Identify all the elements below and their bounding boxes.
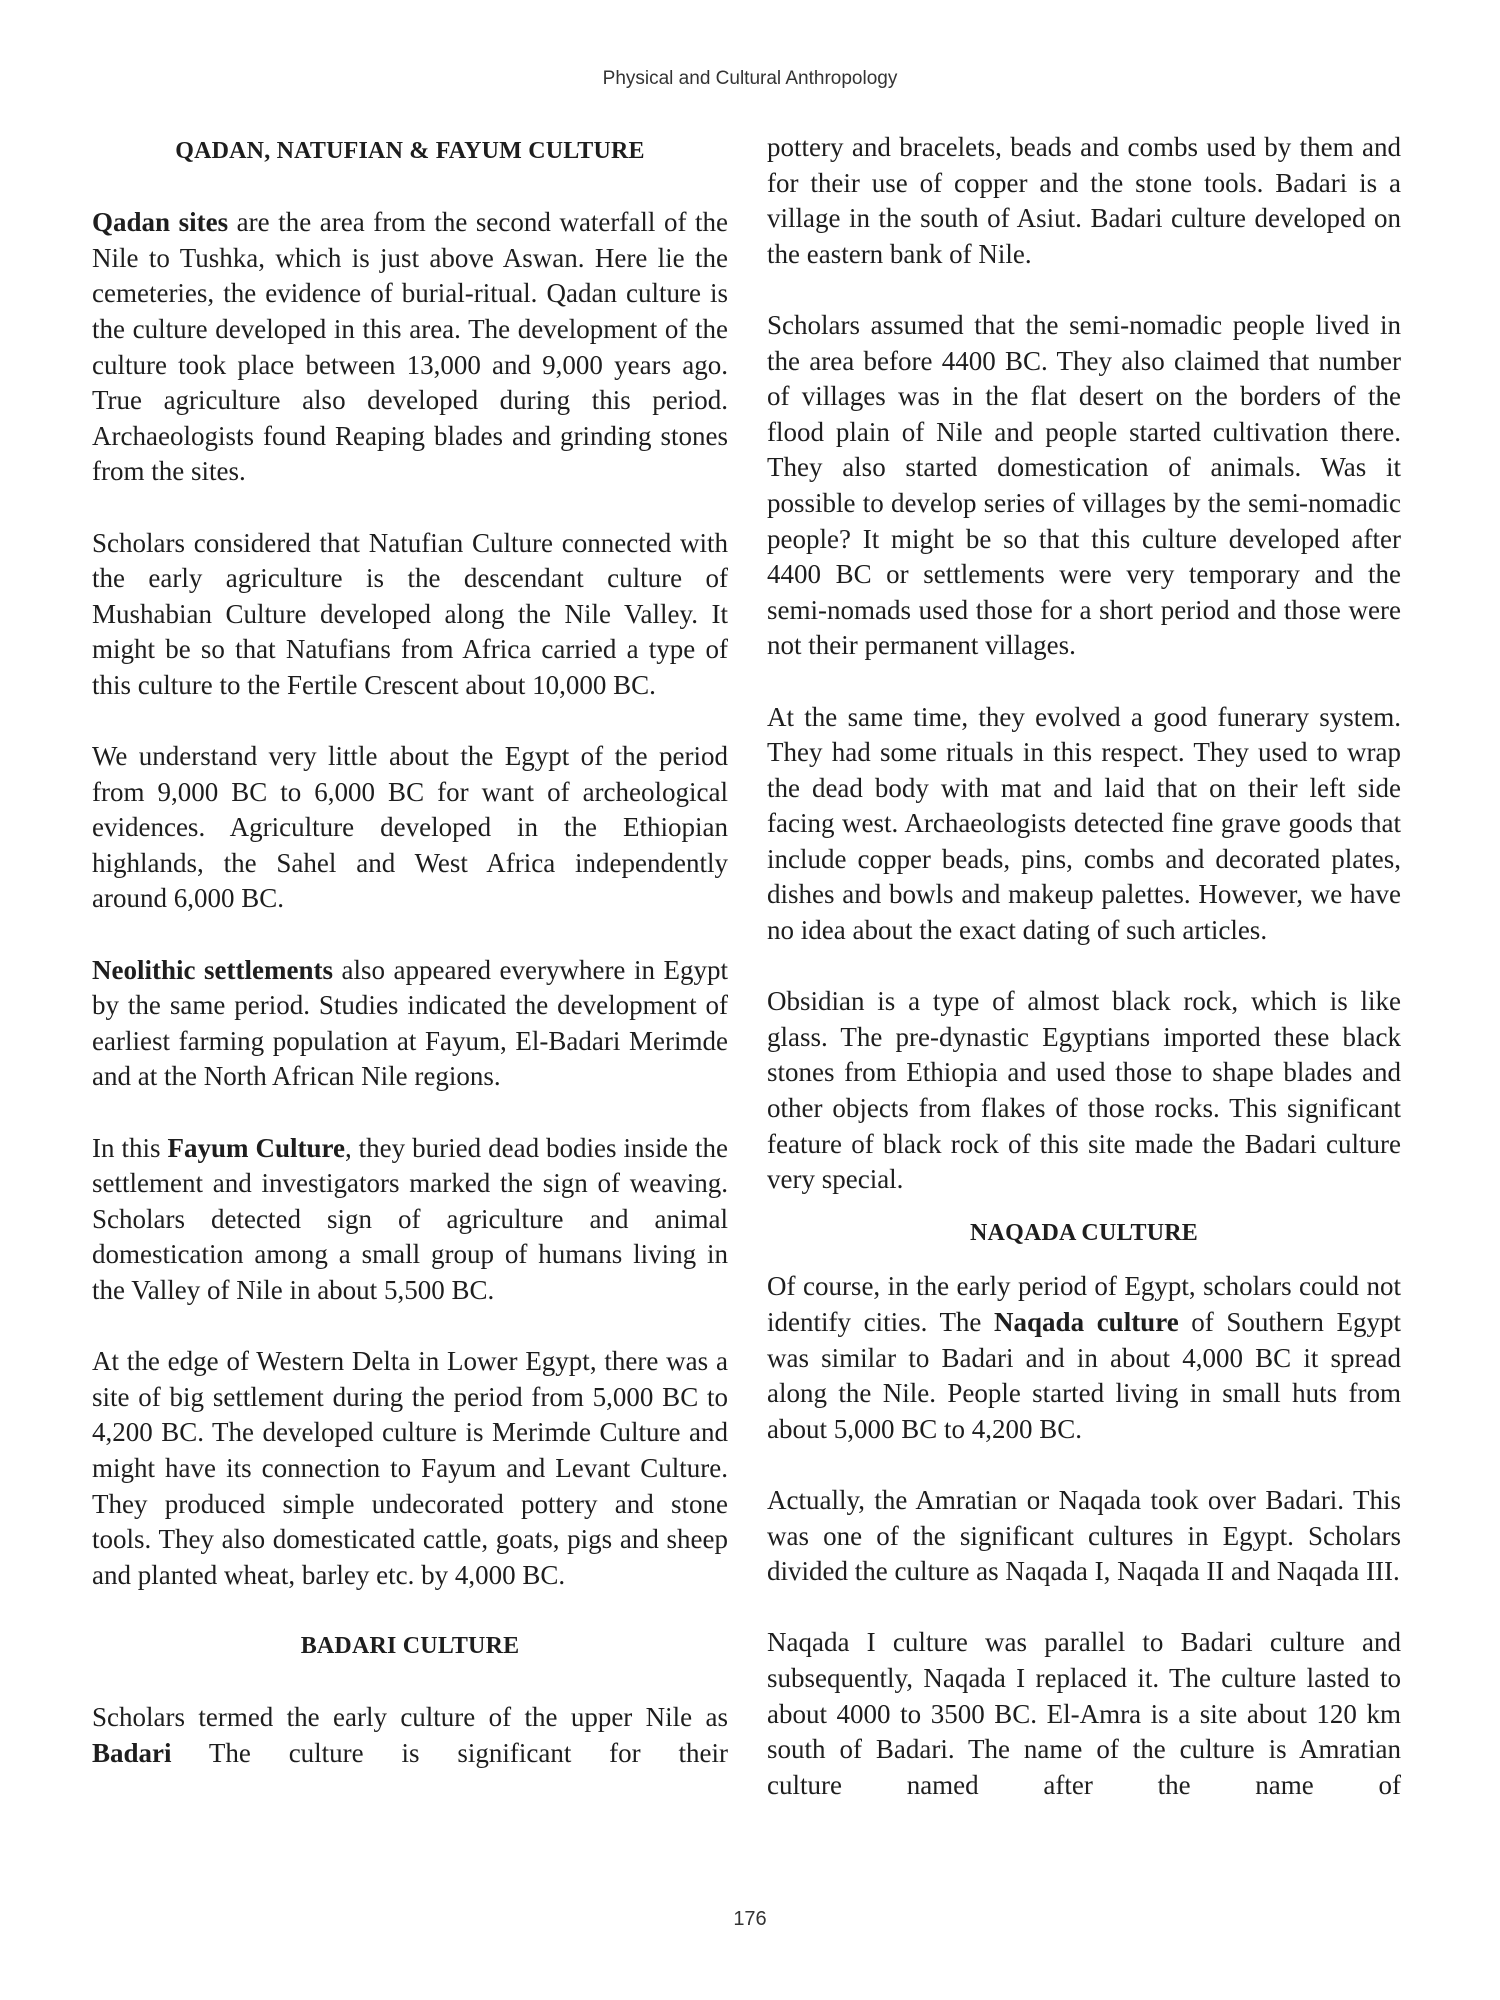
bold-term: Qadan sites — [92, 207, 229, 238]
paragraph-natufian: Scholars considered that Natufian Culture connected with the early agriculture is the descendant culture of Mushabian Culture developed along the Nile Valley. It might be so that Natufians from Africa carried a type of this culture to the Fertile Crescent about 10,000 BC. — [92, 527, 728, 700]
paragraph-fayum: In this Fayum Culture, they buried dead bodies inside the settlement and investigators marked the sign of weaving. Scholars detected sign of agriculture and animal domestication among a small group of humans living in the Valley of Nile in about 5,500 BC. — [92, 1132, 728, 1305]
paragraph-badari-intro: Scholars termed the early culture of the upper Nile as Badari The culture is significant for their — [92, 1702, 728, 1768]
bold-term: Neolithic settlements — [92, 954, 333, 985]
section-heading-qadan-natufian-fayum: QADAN, NATUFIAN & FAYUM CULTURE — [175, 138, 645, 164]
paragraph-egypt-period: We understand very little about the Egypt of the period from 9,000 BC to 6,000 BC for want of archeological evidences. Agriculture developed in the Ethiopian highlands, the Sahel and West Africa independently around 6,000 BC. — [92, 741, 728, 914]
section-heading-naqada: NAQADA CULTURE — [970, 1219, 1198, 1246]
paragraph-amratian: Actually, the Amratian or Naqada took over Badari. This was one of the significant cultures in Egypt. Scholars divided the culture as Naqada I, Naqada II and Naqada III. — [767, 1484, 1401, 1587]
section-heading-badari: BADARI CULTURE — [300, 1632, 520, 1659]
paragraph-badari-continued: pottery and bracelets, beads and combs used by them and for their use of copper and the stone tools. Badari is a village in the south of Asiut. Badari culture developed on the eastern bank of Nile. — [767, 132, 1401, 269]
running-header: Physical and Cultural Anthropology — [602, 68, 898, 89]
paragraph-obsidian: Obsidian is a type of almost black rock, which is like glass. The pre-dynastic Egyptians imported these black stones from Ethiopia and used those to shape blades and other objects from flakes of those rocks. This significant feature of black rock of this site made the Badari culture very special. — [767, 986, 1401, 1195]
paragraph-naqada-intro: Of course, in the early period of Egypt, scholars could not identify cities. The Naqada culture of Southern Egypt was similar to Badari and in about 4,000 BC it spread along the Nile. People started living in small huts from about 5,000 BC to 4,200 BC. — [767, 1271, 1402, 1444]
left-column — [92, 130, 728, 1807]
paragraph-merimde: At the edge of Western Delta in Lower Egypt, there was a site of big settlement during the period from 5,000 BC to 4,200 BC. The developed culture is Merimde Culture and might have its connection to Fayum and Levant Culture. They produced simple undecorated pottery and stone tools. They also domesticated cattle, goats, pigs and sheep and planted wheat, barley etc. by 4,000 BC. — [92, 1346, 728, 1590]
paragraph-neolithic: Neolithic settlements also appeared everywhere in Egypt by the same period. Studies indicated the development of earliest farming population at Fayum, El-Badari Merimde and at the North African Nile regions. — [92, 954, 728, 1092]
right-column — [767, 130, 1401, 1839]
bold-term: Naqada culture — [994, 1307, 1179, 1337]
paragraph-naqada-one: Naqada I culture was parallel to Badari culture and subsequently, Naqada I replaced it. The culture lasted to about 4000 to 3500 BC. El-Amra is a site about 120 km south of Badari. The name of the culture is Amratian culture named after the name of — [767, 1627, 1401, 1800]
bold-term: Badari — [92, 1737, 172, 1768]
paragraph-funerary: At the same time, they evolved a good funerary system. They had some rituals in this respect. They used to wrap the dead body with mat and laid that on their left side facing west. Archaeologists detected fine grave goods that include copper beads, pins, combs and decorated plates, dishes and bowls and makeup palettes. However, we have no idea about the exact dating of such articles. — [767, 701, 1401, 946]
bold-term: Fayum Culture — [167, 1132, 345, 1163]
paragraph-qadan-sites: Qadan sites are the area from the second waterfall of the Nile to Tushka, which is just above Aswan. Here lie the cemeteries, the evidence of burial-ritual. Qadan culture is the culture developed in this area. The development of the culture took place between 13,000 and 9,000 years ago. True agriculture also developed during this period. Archaeologists found Reaping blades and grinding stones from the sites. — [92, 207, 729, 487]
paragraph-semi-nomadic: Scholars assumed that the semi-nomadic people lived in the area before 4400 BC. They also claimed that number of villages was in the flat desert on the borders of the flood plain of Nile and people started cultivation there. They also started domestication of animals. Was it possible to develop series of villages by the semi-nomadic people? It might be so that this culture developed after 4400 BC or settlements were very temporary and the semi-nomads used those for a short period and those were not their permanent villages. — [767, 309, 1401, 661]
page-number: 176 — [733, 1908, 767, 1930]
